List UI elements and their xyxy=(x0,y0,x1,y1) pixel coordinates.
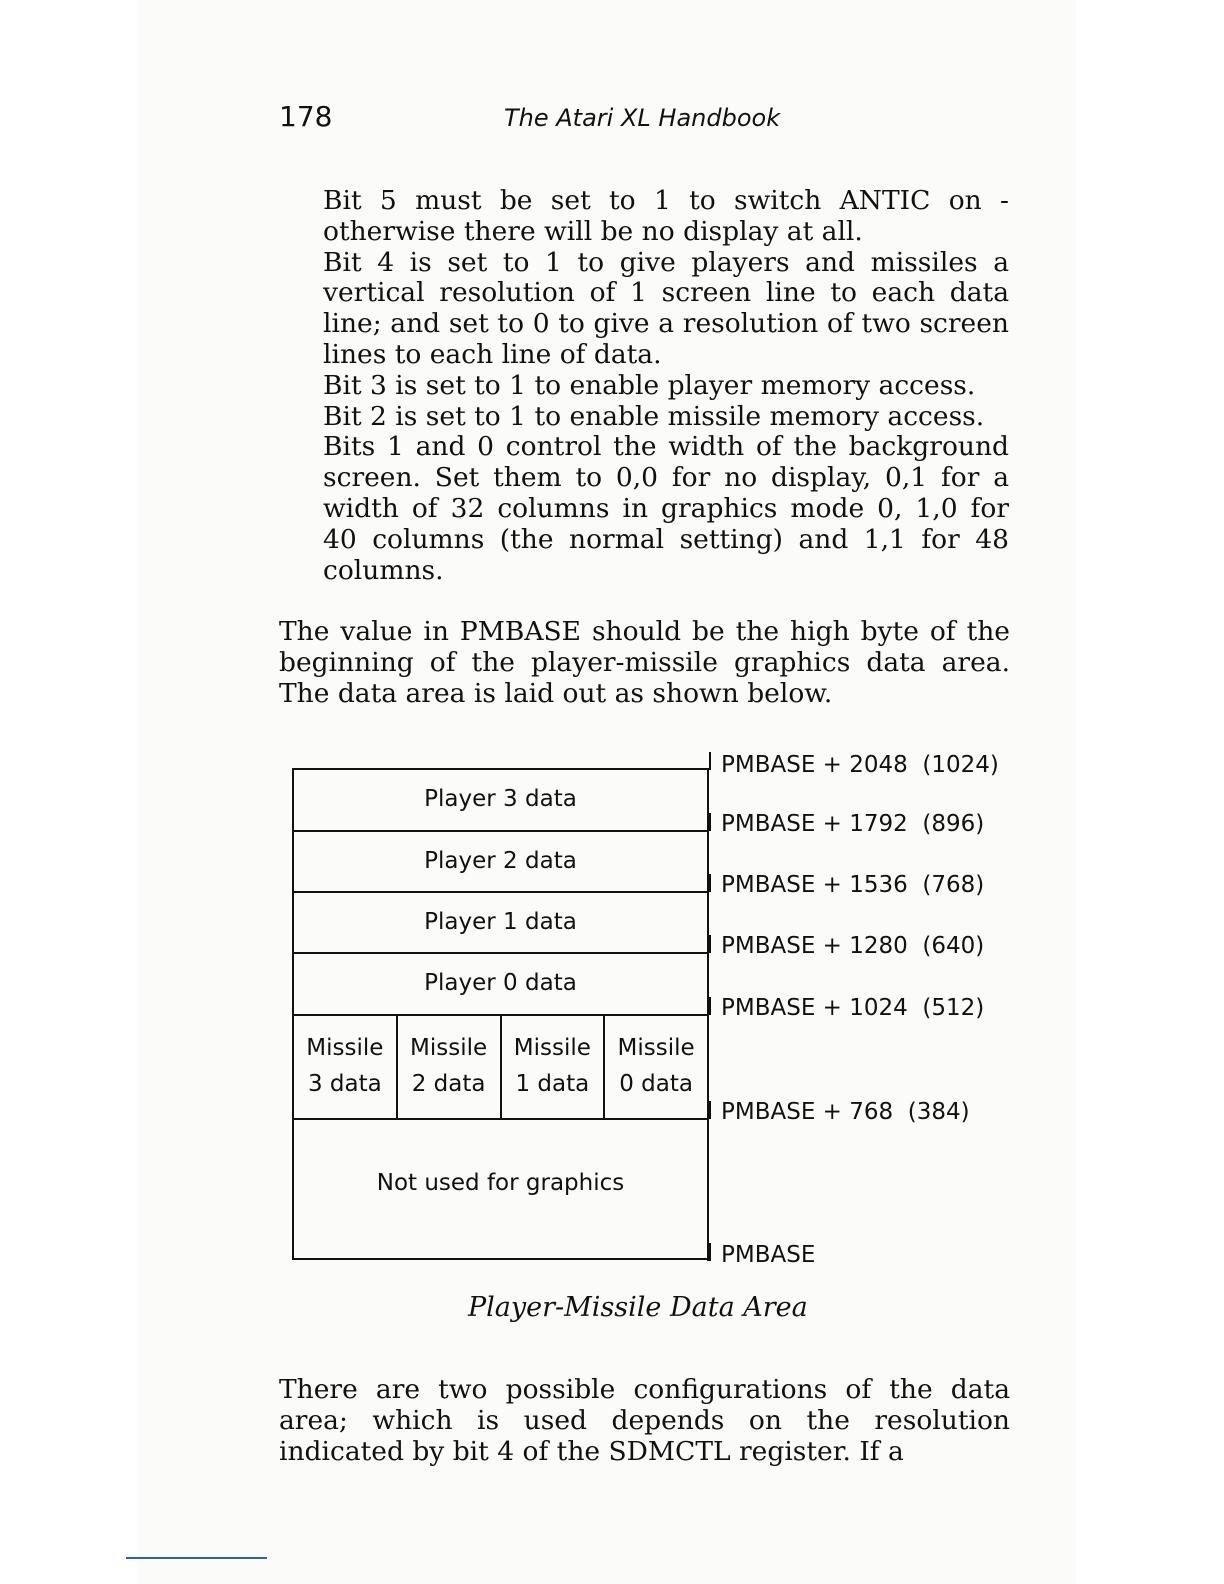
address-tick xyxy=(707,1101,711,1119)
player-2-label: Player 2 data xyxy=(424,848,577,874)
bit-3-description: Bit 3 is set to 1 to enable player memory access. xyxy=(323,369,976,401)
address-label-1792: PMBASE + 1792 (896) xyxy=(721,811,985,837)
player-missile-diagram xyxy=(292,768,709,1260)
missile-3-line2: 3 data xyxy=(307,1071,382,1097)
address-tick xyxy=(707,935,711,953)
missile-2-line2: 2 data xyxy=(411,1071,486,1097)
bits-1-0-description: Bits 1 and 0 control the width of the background screen. Set them to 0,0 for no display, 0,1 for a width of 32 columns in graphics mode 0, 1,0 for 40 columns (the normal setting) and 1,1 for 48 columns. xyxy=(323,431,1009,586)
player-0-label: Player 0 data xyxy=(424,970,577,996)
bit-4-description: Bit 4 is set to 1 to give players and missiles a vertical resolution of 1 screen line to each data line; and set to 0 to give a resolution of two screen lines to each line of data. xyxy=(323,246,1009,370)
address-tick xyxy=(707,874,711,892)
player-2-block xyxy=(294,832,707,893)
address-tick xyxy=(707,997,711,1015)
player-1-block xyxy=(294,893,707,954)
player-3-block xyxy=(294,770,707,832)
missile-0-line2: 0 data xyxy=(619,1071,693,1097)
missile-1-line2: 1 data xyxy=(515,1071,590,1097)
address-label-1280: PMBASE + 1280 (640) xyxy=(721,933,985,959)
unused-label: Not used for graphics xyxy=(376,1170,625,1196)
missile-2-line1: Missile xyxy=(410,1035,488,1061)
bit-2-description: Bit 2 is set to 1 to enable missile memory access. xyxy=(323,400,985,432)
footer-rule xyxy=(126,1557,267,1559)
missile-3-block xyxy=(294,1016,398,1118)
unused-block xyxy=(294,1120,707,1260)
missile-3-line1: Missile xyxy=(306,1035,384,1061)
missile-1-line1: Missile xyxy=(513,1035,591,1061)
address-label-768: PMBASE + 768 (384) xyxy=(721,1099,970,1125)
player-1-label: Player 1 data xyxy=(424,909,577,935)
missile-0-line1: Missile xyxy=(617,1035,695,1061)
address-label-pmbase: PMBASE xyxy=(721,1242,816,1268)
running-header-title: The Atari XL Handbook xyxy=(504,104,781,132)
missile-1-block xyxy=(502,1016,606,1118)
missile-0-block xyxy=(605,1016,707,1118)
bit-descriptions xyxy=(323,186,1009,586)
address-label-1536: PMBASE + 1536 (768) xyxy=(721,872,985,898)
address-label-1024: PMBASE + 1024 (512) xyxy=(721,995,985,1021)
address-label-2048: PMBASE + 2048 (1024) xyxy=(721,752,999,778)
address-tick xyxy=(707,1243,711,1261)
bit-5-description: Bit 5 must be set to 1 to switch ANTIC on - otherwise there will be no display at all. xyxy=(323,185,1009,247)
configuration-paragraph: There are two possible configurations of the data area; which is used depends on the resolution indicated by bit 4 of the SDMCTL register. If a xyxy=(279,1374,1010,1467)
page-number: 178 xyxy=(279,100,333,133)
missile-row xyxy=(294,1016,707,1120)
diagram-caption: Player-Missile Data Area xyxy=(468,1292,808,1323)
player-3-label: Player 3 data xyxy=(424,786,577,812)
address-tick xyxy=(707,813,711,831)
missile-2-block xyxy=(398,1016,502,1118)
player-0-block xyxy=(294,954,707,1016)
address-tick xyxy=(707,752,711,770)
pmbase-paragraph: The value in PMBASE should be the high byte of the beginning of the player-missile graphics data area. The data area is laid out as shown below. xyxy=(279,616,1010,709)
